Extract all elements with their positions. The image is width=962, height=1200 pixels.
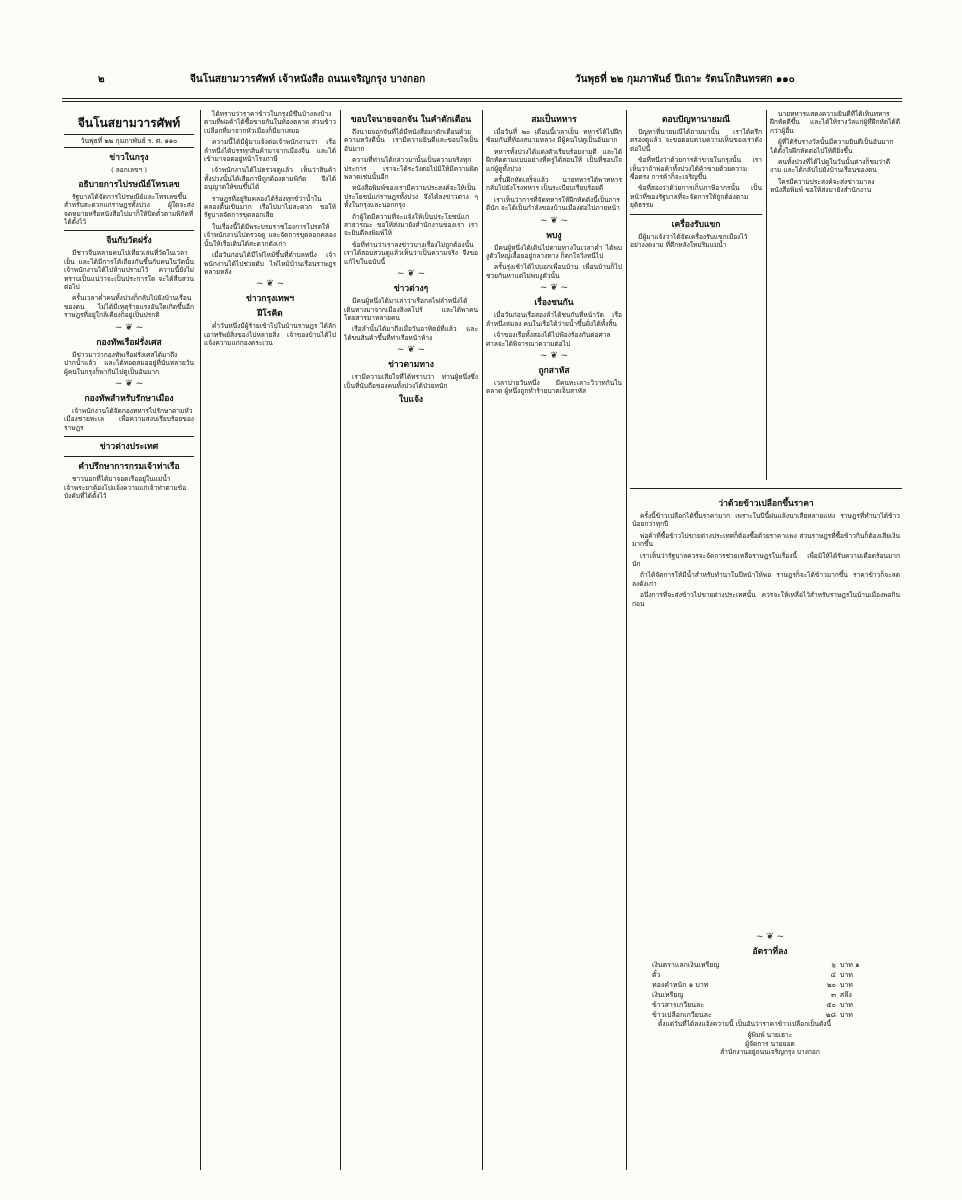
article-heading: ใบแจ้ง (398, 394, 424, 405)
column-5 (630, 110, 762, 480)
article-paragraph: ค่ำวันหนึ่งมีผู้ร้ายเข้าไปในบ้านราษฎร ได้ลักเอาทรัพย์สิ่งของไปหลายสิ่ง เจ้าของบ้านได้ไปแจ้งความแก่กองตระเวน (204, 322, 336, 348)
manager-credit: ผู้จัดการ นายยอด (745, 1039, 795, 1048)
ornament-divider: ~ ❦ ~ (755, 932, 785, 942)
article-heading: ฝีโรคิด (257, 309, 283, 320)
column-rule (482, 110, 483, 1170)
ornament-divider: ~ ❦ ~ (539, 283, 569, 294)
exchange-note: ตั้งแต่วันที่ได้ลงแจ้งความนี้ เป็นอันว่าราคาข้าวเปลือกเป็นดังนี้ (658, 1020, 832, 1028)
exchange-title: อัตราที่ลง (752, 947, 788, 957)
divider (64, 436, 194, 437)
article-paragraph: เจ้าพนักงานได้ไปตรวจดูแล้ว เห็นว่าสินค้าทั้งปวงนั้นได้เสียภาษีถูกต้องตามพิกัด จึงได้อนุญาตให้ขนขึ้นได้ (204, 166, 336, 192)
wide-article-rule (630, 488, 902, 489)
ornament-divider: ~ ❦ ~ (539, 215, 569, 226)
article-paragraph: เมื่อวันที่ ๒๐ เดือนนี้เวลาเย็น ทหารได้ไปฝึกซ้อมกันที่ท้องสนามหลวง มีผู้คนไปดูเป็นอันมาก (486, 128, 622, 145)
article-paragraph: มีคนผู้หนึ่งได้มาเล่าว่าเรือกลไฟลำหนึ่งได้เดินทางมาจากเมืองสิงคโปร์ และได้พาคนโดยสารมาหลายคน (344, 297, 478, 322)
column-1 (64, 110, 194, 1170)
article-paragraph: มีผู้มาแจ้งว่าได้จัดเครื่องรับแขกเมืองไว้อย่างงดงาม ที่ตึกหลังใหม่ริมแม่น้ำ (630, 232, 748, 250)
table-row: ตั๋ว ๔ บาท (652, 971, 853, 979)
article-paragraph: เจ้าพนักงานได้จัดกองทหารไปรักษาตามหัวเมืองชายทะเล เพื่อความสงบเรียบร้อยของราษฎร (64, 406, 194, 432)
page-number: ๒ (98, 74, 105, 85)
article-paragraph: ครั้นรุ่งเช้าได้ไปบอกเพื่อนบ้าน เพื่อนบ้านก็ไปช่วยกันหาแต่ไม่พบงูตัวนั้น (486, 263, 622, 280)
article-heading: ขอบใจนายจอกจัน ในคำตักเตือน (350, 115, 472, 125)
dateline: วันพุธที่ ๒๒ กุมภาพันธ์ ร. ศ. ๑๑๐ (64, 134, 194, 148)
table-row: เงินตราแลกเงินเหรียญ ๖ บาท ๑ (652, 961, 860, 969)
ornament-divider: ~ ❦ ~ (114, 378, 144, 389)
article-paragraph: เรือลำนั้นได้มาถึงเมื่อวันอาทิตย์ที่แล้ว และได้ขนสินค้าขึ้นที่ท่าเรือหน้าห้าง (344, 325, 478, 342)
article-paragraph: เรามีความเสียใจที่ได้ทราบว่า ท่านผู้หนึ่งซึ่งเป็นที่นับถือของคนทั้งปวงได้ป่วยหนัก (344, 373, 478, 390)
header-rule (62, 98, 902, 99)
wide-article (632, 494, 900, 894)
column-rule (200, 110, 201, 1170)
article-paragraph: พ่อค้าที่ซื้อข้าวไปขายต่างประเทศก็ต้องซื้อด้วยราคาแพง ส่วนราษฎรที่ซื้อข้าวกินก็ต้องเสียเงินมากขึ้น (632, 531, 900, 549)
article-heading: กองทัพสำหรับรักษาเมือง (84, 393, 174, 404)
divider (64, 230, 194, 231)
table-row: เงินเหรียญ ๓ สลึง (652, 991, 852, 999)
article-paragraph: คนทั้งปวงที่ได้ไปดูในวันนั้นต่างก็ชมว่าดีงาม และได้กลับไปยังบ้านเรือนของตน (770, 158, 890, 175)
article-paragraph: นายทหารแสดงความยินดีที่ได้เห็นทหารฝึกหัดดีขึ้น และได้ให้รางวัลแก่ผู้ที่ฝึกหัดได้ดีกว่าผู้อื่น (770, 110, 900, 135)
article-paragraph: ถ้าได้จัดการให้มีน้ำสำหรับทำนาในปีหน้าให้พอ ราษฎรก็จะได้ข้าวมากขึ้น ราคาข้าวก็จะลดลงดังเก่า (632, 571, 900, 588)
article-paragraph: ข้อที่หนึ่งว่าด้วยการค้าขายในกรุงนั้น เราเห็นว่าถ้าพ่อค้าทั้งปวงได้ค้าขายด้วยความซื่อตรง การค้าก็จะเจริญขึ้น (630, 156, 762, 182)
article-paragraph: อนึ่งการที่จะส่งข้าวไปขายต่างประเทศนั้น ควรจะให้เหลือไว้สำหรับราษฎรในบ้านเมืองพอกินก่อน (632, 591, 900, 608)
ornament-divider: ~ ❦ ~ (396, 345, 426, 356)
table-row: ข้าวเปลือกเกวียนละ ๒๘ บาท (652, 1011, 853, 1019)
source-note: ( ลอกเลขฯ ) (111, 166, 147, 175)
table-row: ทองคำหนัก ๑ บาท ๒๐ บาท (652, 981, 853, 989)
article-paragraph: ปัญหาที่นายมณีได้ถามมานั้น เราได้ตรึกตรองดูแล้ว จะขอตอบตามความเห็นของเราดังต่อไปนี้ (630, 128, 762, 153)
article-paragraph: ข้อที่สองว่าด้วยการเก็บภาษีอากรนั้น เป็นหน้าที่ของรัฐบาลที่จะจัดการให้ถูกต้องตามยุติธรรม (630, 184, 762, 210)
article-paragraph: ข้อที่ท่านว่าเราลงข่าวบางเรื่องไม่ถูกต้องนั้น เราได้สอบสวนดูแล้วเห็นว่าเป็นความจริง จึงขอแก้ไขในฉบับนี้ (344, 240, 478, 266)
article-heading: เรื่องชนกัน (534, 298, 574, 309)
column-rule (766, 110, 767, 480)
column-2 (204, 110, 336, 1170)
article-paragraph: ราษฎรที่อยู่ริมคลองได้ร้องทุกข์ว่าน้ำในคลองตื้นเขินมาก เรือไปมาไม่สะดวก ขอให้รัฐบาลจัดการขุดลอกเสีย (204, 194, 336, 220)
article-paragraph: ถึงนายจอกจันที่ได้มีหนังสือมาตักเตือนด้วยความหวังดีนั้น เรามีความยินดีและขอบใจเป็นอันมาก (344, 128, 478, 153)
article-paragraph: ความนี้ได้มีผู้มาแจ้งต่อเจ้าพนักงานว่า เรือลำหนึ่งได้บรรทุกสินค้ามาจากเมืองจีน และได้เข้ามาจอดอยู่หน้าโรงภาษี (204, 138, 336, 164)
article-paragraph: เราเห็นว่าการที่จัดทหารให้ฝึกหัดดังนี้เป็นการดีนัก จะได้เป็นกำลังของบ้านเมืองต่อไปภายหน้า (486, 195, 620, 213)
article-heading: กองทัพเรือฝรั่งเศส (96, 337, 162, 348)
column-3 (344, 110, 478, 1170)
article-paragraph: ครั้นฝึกหัดเสร็จแล้ว นายทหารได้พาทหารกลับไปยังโรงทหาร เป็นระเบียบเรียบร้อยดี (486, 176, 622, 193)
table-row: ข้าวสารเกวียนละ ๕๐ บาท (652, 1001, 853, 1009)
printer-credit: ผู้พิมพ์ นายเฮาะ (747, 1031, 793, 1040)
article-heading: สมเป็นทหาร (531, 115, 577, 125)
running-date: วันพุธที่ ๒๒ กุมภาพันธ์ ปีเถาะ รัตนโกสินทรศก ๑๑๐ (575, 74, 795, 85)
column-6 (770, 110, 900, 480)
article-heading: ข่าวตามทาง (388, 360, 434, 371)
header-rule-2 (62, 101, 902, 102)
ornament-divider: ~ ❦ ~ (539, 350, 569, 361)
article-paragraph: ถ้าผู้ใดมีความที่จะแจ้งให้เป็นประโยชน์แก่สาธารณะ ขอให้ส่งมายังสำนักงานของเรา เราจะยินดีลงพิมพ์ให้ (344, 212, 478, 238)
article-paragraph: ความที่ท่านได้กล่าวมานั้นเป็นความจริงทุกประการ เราจะได้ระวังต่อไปมิให้มีความผิดพลาดเช่นนั้นอีก (344, 156, 478, 182)
article-heading: จีนกับวัดฝรั่ง (106, 236, 152, 247)
exchange-rates (650, 930, 890, 1170)
article-paragraph: เมื่อวันก่อนเรือสองลำได้ชนกันที่หน้าวัด เรือลำหนึ่งล่มลง คนในเรือได้ว่ายน้ำขึ้นฝั่งได้ทั้งสิ้น (486, 311, 622, 328)
article-paragraph: ครั้นเวลาค่ำคนทั้งปวงก็กลับไปยังบ้านเรือนของตน ไม่ได้มีเหตุร้ายแรงอันใดเกิดขึ้นอีก ราษฎรที่อยู่ใกล้เคียงก็อยู่เป็นปรกติ (64, 294, 194, 320)
article-paragraph: เราเห็นว่ารัฐบาลควรจะจัดการช่วยเหลือราษฎรในเรื่องนี้ เพื่อมิให้ได้รับความเดือดร้อนมากนัก (632, 551, 900, 569)
ornament-divider: ~ ❦ ~ (114, 322, 144, 333)
masthead: จีนโนสยามวารศัพท์ (77, 116, 181, 130)
article-paragraph: ครั้งนี้ข้าวเปลือกได้ขึ้นราคามาก เพราะในปีนี้ฝนแล้งนาเสียหลายแห่ง ราษฎรที่ทำนาได้ข้าวน้อยกว่าทุกปี (632, 512, 900, 529)
column-rule (340, 110, 341, 1170)
column-rule (626, 110, 627, 1170)
office-address: สำนักงานอยู่ถนนเจริญกรุง บางกอก (720, 1048, 820, 1057)
divider (630, 214, 762, 215)
article-heading: พบงู (546, 230, 562, 241)
article-paragraph: ทหารทั้งปวงได้แต่งตัวเรียบร้อยงามดี และได้ฝึกหัดตามแบบอย่างที่ครูได้สอนให้ เป็นที่ชอบใจแก่ผู้ดูทั้งปวง (486, 147, 622, 173)
ornament-divider: ~ ❦ ~ (255, 279, 285, 290)
exchange-table (650, 960, 890, 1020)
running-title: จีนโนสยามวารศัพท์ เจ้าหนังสือ ถนนเจริญกรุง บางกอก (190, 74, 426, 85)
article-paragraph: รัฐบาลได้จัดการไปรษณีย์และโทรเลขขึ้นสำหรับสะดวกแก่ราษฎรทั้งปวง ผู้ใดจะส่งจดหมายหรือหนังสือไปมาก็ให้ปิดตั๋วตามพิกัดที่ได้ตั้งไว้ (64, 192, 194, 227)
article-paragraph: เวลาบ่ายวันหนึ่ง มีคนทะเลาะวิวาทกันในตลาด ผู้หนึ่งถูกทำร้ายบาดเจ็บสาหัส (486, 378, 622, 396)
article-heading: ตอบปัญหานายมณี (661, 115, 731, 125)
divider (64, 456, 194, 457)
article-heading: ถูกสาหัส (538, 365, 570, 376)
article-paragraph: มีชาวจีนหลายคนไปเที่ยวเล่นที่วัดในเวลาเย็น และได้มีการโต้เถียงกันขึ้นกับคนในวัดนั้น เจ้าพนักงานได้ไปห้ามปรามไว้ ความนี้ยังไม่ทราบเป็นแน่ว่าจะเป็นประการใด จะได้สืบสวนต่อไป (64, 249, 194, 292)
article-heading: อธิบายการไปรษณีย์โทรเลข (78, 179, 180, 190)
article-paragraph: หนังสือพิมพ์ของเรามีความประสงค์จะให้เป็นประโยชน์แก่ราษฎรทั้งปวง จึงได้ลงข่าวต่าง ๆ ทั้งในกรุงและนอกกรุง (344, 184, 478, 210)
article-paragraph: เจ้าของเรือทั้งสองได้ไปฟ้องร้องกันต่อศาล ศาลจะได้พิจารณาความต่อไป (486, 331, 611, 348)
ornament-divider: ~ ❦ ~ (396, 269, 426, 280)
article-paragraph: ชาวนอกที่ได้มาจอดเรืออยู่ในแม่น้ำเจ้าพระยาต้องไปแจ้งความแก่เจ้าท่าตามข้อบังคับที่ได้ตั้งไว้ (64, 475, 187, 500)
article-paragraph: ได้ทราบว่าราคาข้าวในกรุงมีขึ้นบ้างลงบ้าง ตามที่พ่อค้าได้ซื้อขายกันในท้องตลาด ส่วนข้าวเปลือกที่มาจากหัวเมืองก็มีมาเสมอ (204, 110, 336, 135)
article-paragraph: ในเรื่องนี้ได้มีพระบรมราชโองการโปรดให้เจ้าพนักงานไปตรวจดู และจัดการขุดลอกคลองนั้นให้เรือเดินได้สะดวกดังเก่า (204, 222, 336, 248)
article-paragraph: ใครมีความประสงค์จะส่งข่าวมาลงหนังสือพิมพ์ ขอให้ส่งมายังสำนักงาน (770, 177, 875, 195)
article-paragraph: มีข่าวมาว่ากองทัพเรือฝรั่งเศสได้มาถึงปากน้ำแล้ว และได้ทอดสมออยู่ที่นั่นหลายวัน ผู้คนในกรุงก็พากันไปดูเป็นอันมาก (64, 350, 194, 376)
article-paragraph: ผู้ที่ได้รับรางวัลนั้นมีความยินดีเป็นอันมาก ได้ตั้งใจฝึกหัดต่อไปให้ดียิ่งขึ้น (770, 138, 894, 155)
article-paragraph: มีคนผู้หนึ่งได้เดินไปตามทางในเวลาค่ำ ได้พบงูตัวใหญ่เลื้อยอยู่กลางทาง ก็ตกใจวิ่งหนีไป (486, 243, 622, 261)
section-heading: ข่าวกรุงเทพฯ (245, 294, 295, 305)
article-heading: ข่าวต่างๆ (393, 284, 429, 295)
article-heading: คำปรึกษาการกรมเจ้าท่าเรือ (78, 462, 180, 473)
article-paragraph: เมื่อวันก่อนได้มีไฟไหม้ขึ้นที่ตำบลหนึ่ง เจ้าพนักงานได้ไปช่วยดับ ไฟไหม้บ้านเรือนราษฎรหลายหลัง (204, 251, 336, 276)
column-4 (486, 110, 622, 1170)
section-heading: ข่าวในกรุง (109, 153, 149, 164)
article-heading: ว่าด้วยข้าวเปลือกขึ้นราคา (718, 499, 814, 509)
article-heading: เครื่องรับแขก (671, 219, 721, 230)
section-heading: ข่าวต่างประเทศ (99, 442, 159, 453)
